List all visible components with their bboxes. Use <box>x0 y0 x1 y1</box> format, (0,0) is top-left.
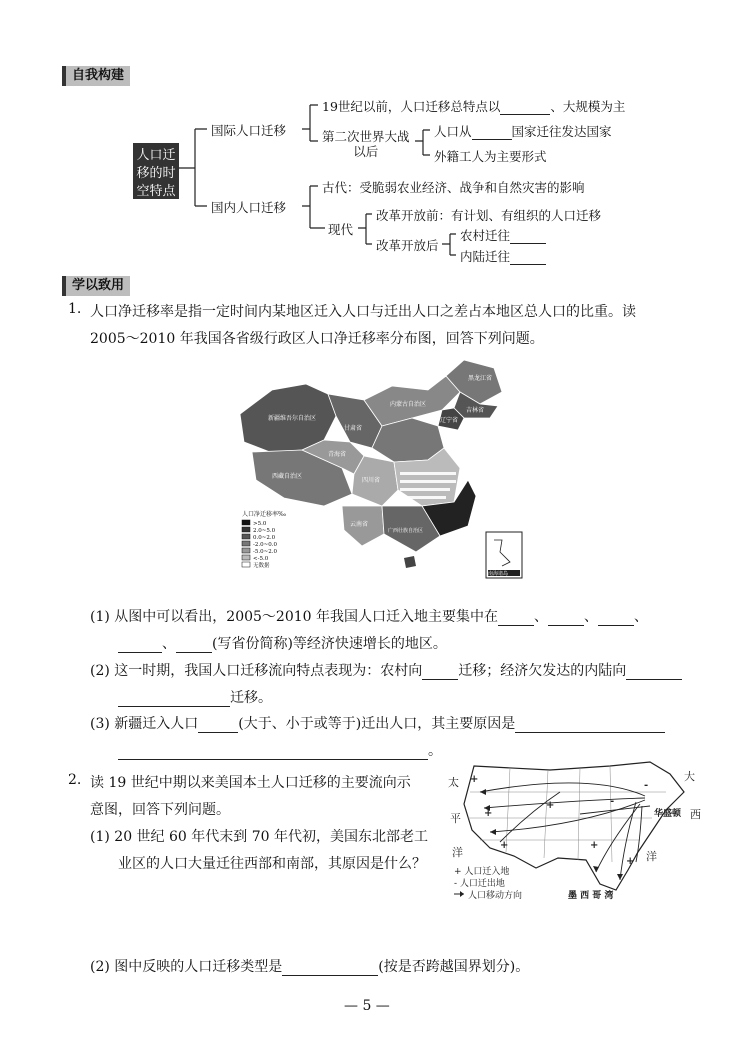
map-label-guangxi: 广西壮族自治区 <box>388 528 424 534</box>
label-pacific-2: 平 <box>450 812 461 825</box>
legend-swatch-5 <box>242 555 250 560</box>
legend-swatch-6 <box>242 562 250 567</box>
node-from-country: 人口从 国家迁往发达国家 <box>434 124 612 139</box>
q2-intro-line2: 意图，回答下列问题。 <box>90 802 230 818</box>
svg-text:+: + <box>590 840 599 851</box>
node-modern: 现代 <box>328 222 354 237</box>
svg-text:+: + <box>470 774 479 785</box>
node-inland: 内陆迁往 <box>460 247 546 265</box>
usa-migration-map <box>440 752 702 902</box>
node-rural: 农村迁往 <box>460 226 546 244</box>
node-foreign-workers: 外籍工人为主要形式 <box>434 149 547 164</box>
legend-swatch-2 <box>242 534 250 539</box>
label-atlantic-3: 洋 <box>646 850 657 863</box>
legend-in: + 人口迁入地 <box>454 867 510 877</box>
map-label-jilin: 吉林省 <box>466 407 485 414</box>
svg-text:+: + <box>484 808 493 819</box>
legend-swatch-0 <box>242 520 250 525</box>
q1-sub3-line1: (3) 新疆迁入人口 (大于、小于或等于)迁出人口，其主要原因是 <box>90 713 665 733</box>
map-label-qinghai: 青海省 <box>328 451 347 458</box>
q1-intro-line2: 2005～2010 年我国各省级行政区人口净迁移率分布图，回答下列问题。 <box>90 331 544 347</box>
label-gulf: 墨 西 哥 湾 <box>568 891 614 901</box>
q1-sub2-line2: 迁移。 <box>118 687 272 707</box>
q1-sub1-line1: (1) 从图中可以看出，2005～2010 年我国人口迁入地主要集中在 、 、 、 <box>90 609 648 625</box>
china-migration-map <box>232 356 528 584</box>
map-label-heilongjiang: 黑龙江省 <box>468 375 493 382</box>
node-after-reform: 改革开放后 <box>376 238 439 253</box>
svg-text:0.0~2.0: 0.0~2.0 <box>253 535 276 541</box>
svg-text:无数据: 无数据 <box>253 563 270 569</box>
section-apply: 学以致用 <box>62 276 130 296</box>
q1-sub1-line2: 、 (写省份简称)等经济快速增长的地区。 <box>118 633 447 653</box>
map-label-liaoning: 辽宁省 <box>440 417 459 424</box>
map-label-nanhai: 南海诸岛 <box>488 571 509 577</box>
node-domestic: 国内人口迁移 <box>211 200 287 215</box>
map-label-yunnan: 云南省 <box>350 521 369 528</box>
node-ancient: 古代：受脆弱农业经济、战争和自然灾害的影响 <box>322 180 585 195</box>
svg-text:人口净迁移率‰: 人口净迁移率‰ <box>242 511 287 518</box>
q2-sub1-line2: 业区的人口大量迁往西部和南部，其原因是什么？ <box>118 856 426 872</box>
node-before-reform: 改革开放前：有计划、有组织的人口迁移 <box>376 208 602 223</box>
node-after-ww2: 第二次世界大战 以后 <box>322 129 410 159</box>
label-washington: 华盛顿 <box>654 809 682 819</box>
legend-swatch-1 <box>242 527 250 532</box>
node-international: 国际人口迁移 <box>211 123 287 138</box>
label-pacific-1: 太 <box>448 776 459 789</box>
map-label-sichuan: 四川省 <box>362 477 381 484</box>
map-label-tibet: 西藏自治区 <box>272 473 303 480</box>
page-number: — 5 — <box>344 998 390 1014</box>
q1-sub2-line1: (2) 这一时期，我国人口迁移流向特点表现为：农村向 迁移；经济欠发达的内陆向 <box>90 660 682 680</box>
map-region-hainan <box>404 556 416 568</box>
q2-sub2: (2) 图中反映的人口迁移类型是 (按是否跨越国界划分)。 <box>90 959 530 975</box>
svg-text:<-5.0: <-5.0 <box>253 556 269 562</box>
map-label-gansu: 甘肃省 <box>344 425 363 432</box>
label-pacific-3: 洋 <box>452 846 463 859</box>
svg-text:-: - <box>610 796 615 807</box>
node-before-19c: 19世纪以前，人口迁移总特点以 、大规模为主 <box>322 99 626 114</box>
map-label-xinjiang: 新疆维吾尔自治区 <box>268 415 317 422</box>
map-label-innermongolia: 内蒙古自治区 <box>390 401 427 408</box>
label-atlantic-2: 西 <box>690 808 701 821</box>
svg-text:2.0~5.0: 2.0~5.0 <box>253 528 276 534</box>
legend-swatch-4 <box>242 548 250 553</box>
legend-out: - 人口迁出地 <box>454 879 505 889</box>
q2-sub1-line1: (1) 20 世纪 60 年代末到 70 年代初，美国东北部老工 <box>90 829 428 845</box>
q1-number: 1. <box>68 301 82 317</box>
q2-intro-line1: 读 19 世纪中期以来美国本土人口迁移的主要流向示 <box>90 775 411 791</box>
legend-direction: 人口移动方向 <box>468 891 523 901</box>
label-atlantic-1: 大 <box>684 770 695 783</box>
q1-sub3-line2: 。 <box>118 740 442 760</box>
legend-swatch-3 <box>242 541 250 546</box>
q2-number: 2. <box>68 772 82 788</box>
svg-text:-2.0~0.0: -2.0~0.0 <box>253 542 277 548</box>
svg-text:-5.0~2.0: -5.0~2.0 <box>253 549 277 555</box>
svg-text:+: + <box>626 856 635 867</box>
svg-text:+: + <box>546 800 555 811</box>
q1-intro-line1: 人口净迁移率是指一定时间内某地区迁入人口与迁出人口之差占本地区总人口的比重。读 <box>90 304 636 320</box>
svg-text:>5.0: >5.0 <box>253 521 267 527</box>
svg-text:-: - <box>644 780 649 791</box>
tree-root: 人口迁 移的时 空特点 <box>133 143 179 199</box>
section-self-build: 自我构建 <box>62 66 130 86</box>
svg-text:+: + <box>500 840 509 851</box>
